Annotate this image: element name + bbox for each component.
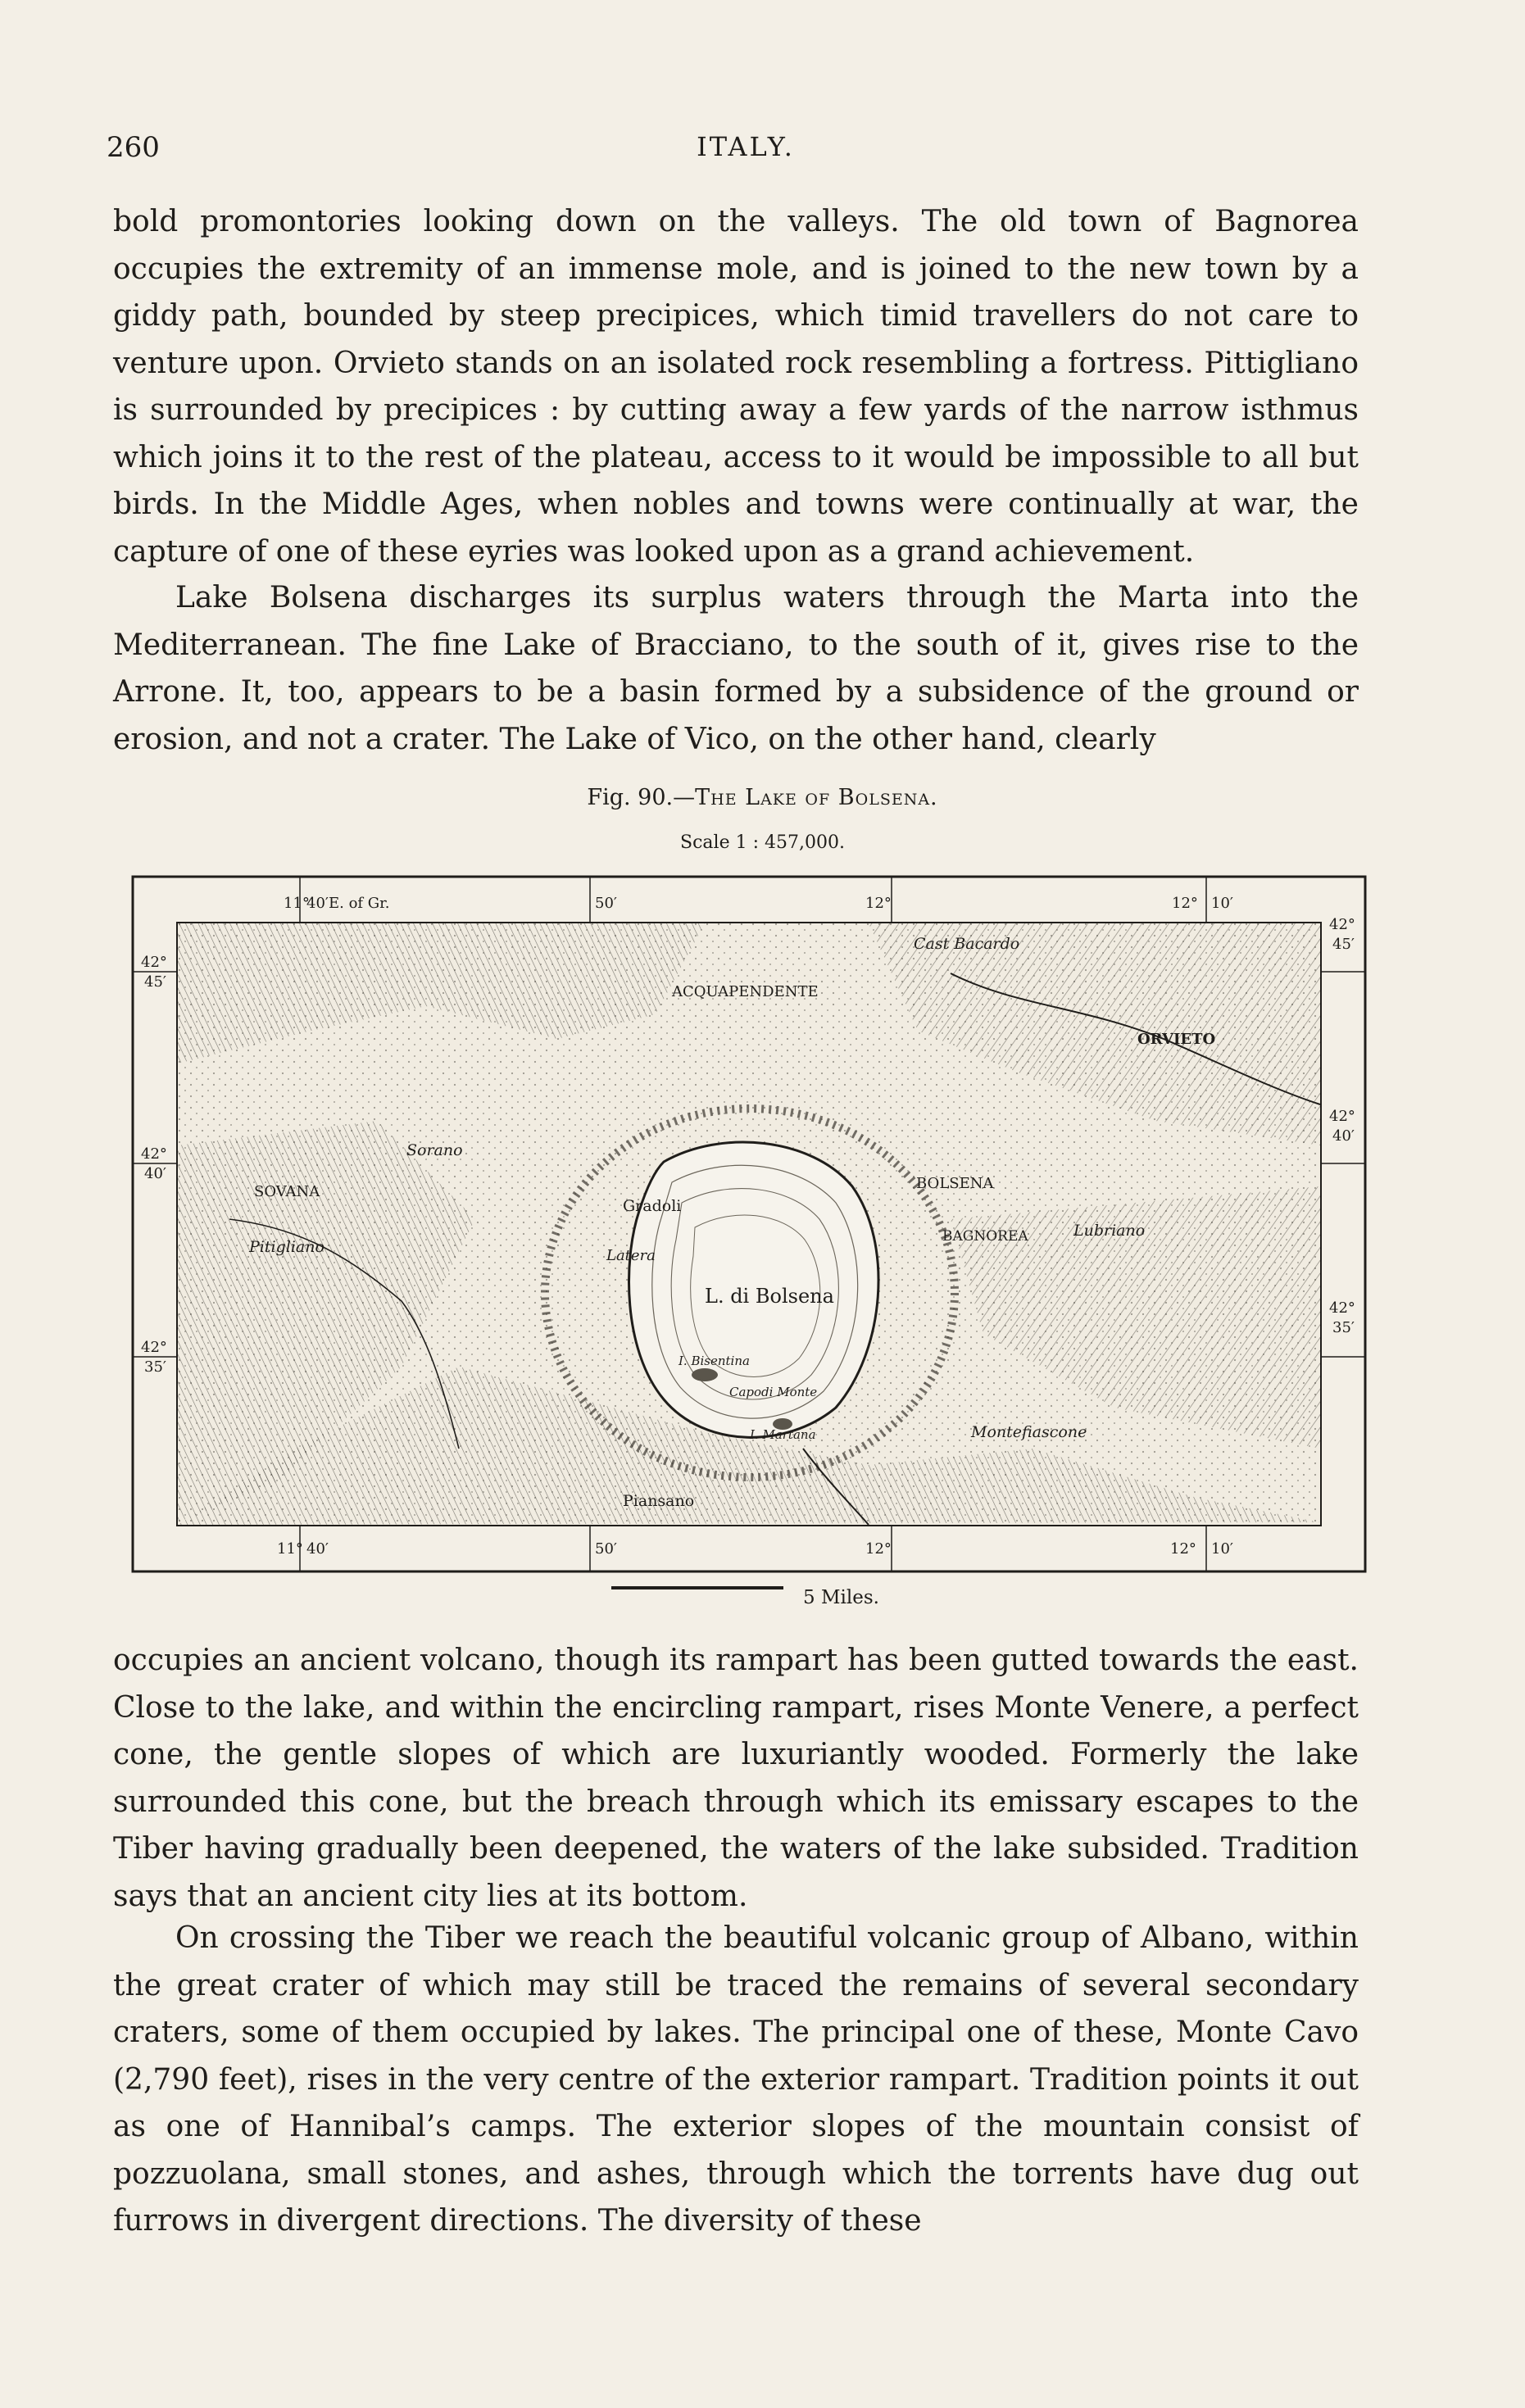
place-bagnorea: BAGNOREA (942, 1228, 1028, 1245)
place-latera: Latera (606, 1247, 656, 1264)
place-orvieto: ORVIETO (1137, 1031, 1216, 1048)
coord-bottom-2: 40′ (306, 1540, 329, 1558)
coord-right-3: 42° (1329, 1108, 1355, 1125)
coord-left-6: 35′ (144, 1358, 166, 1376)
place-montefiascone: Montefiascone (971, 1423, 1087, 1441)
place-casa-bacardo: Cast Bacardo (914, 935, 1020, 953)
place-bisentina: I. Bisentina (679, 1354, 750, 1368)
place-sovana: SOVANA (254, 1183, 320, 1200)
figure-title: The Lake of Bolsena. (695, 785, 938, 810)
map-figure (131, 875, 1367, 1573)
coord-left-5: 42° (141, 1339, 167, 1356)
running-head (107, 131, 1385, 180)
coord-left-3: 42° (141, 1145, 167, 1163)
figure-number: Fig. 90.— (587, 785, 696, 810)
coord-bottom-5: 12° (1170, 1540, 1196, 1558)
coord-top-2: 40′E. of Gr. (306, 895, 390, 912)
figure-caption (0, 785, 1525, 810)
coord-top-4: 12° (865, 895, 892, 912)
figure-scale: Scale 1 : 457,000. (680, 832, 845, 853)
coord-right-5: 42° (1329, 1299, 1355, 1317)
running-title: ITALY. (697, 131, 795, 162)
coord-right-4: 40′ (1332, 1127, 1355, 1145)
place-capodimonte: Capodi Monte (729, 1385, 818, 1399)
place-martana: I. Martana (750, 1427, 816, 1442)
paragraph-2: Lake Bolsena discharges its surplus waters through the Marta into the Mediterranean. The fine Lake of Bracciano, to the south of it, gives rise to the Arrone. It, too, appears to be a basin formed by a subsidence of the ground or erosion, and not a crater. The Lake of Vico, on the other hand, clearly (113, 581, 1359, 756)
place-acquapendente: ACQUAPENDENTE (672, 983, 819, 1000)
page-number: 260 (107, 131, 160, 164)
coord-right-2: 45′ (1332, 936, 1355, 953)
coord-left-2: 45′ (144, 973, 166, 991)
scale-bar-label: 5 Miles. (803, 1587, 879, 1608)
coord-bottom-6: 10′ (1211, 1540, 1233, 1558)
scale-bar (611, 1586, 783, 1589)
paragraph-4: On crossing the Tiber we reach the beautiful volcanic group of Albano, within the great crater of which may still be traced the remains of several secondary craters, some of them occupied by lakes. The principal one of these, Monte Cavo (2,790 feet), rises in the very centre of the exterior rampart. Tradition points it out as one of Hannibal’s camps. The exterior slopes of the mountain consist of pozzuolana, small stones, and ashes, through which the torrents have dug out furrows in divergent directions. The diversity of these (113, 1921, 1359, 2238)
coord-right-1: 42° (1329, 916, 1355, 933)
coord-top-5: 12° (1172, 895, 1198, 912)
coord-bottom-4: 12° (865, 1540, 892, 1558)
coord-right-6: 35′ (1332, 1319, 1355, 1336)
place-pitigliano: Pitigliano (249, 1238, 325, 1256)
paragraph-1: bold promontories looking down on the valleys. The old town of Bagnorea occupies the extremity of an immense mole, and is joined to the new town by a giddy path, bounded by steep precipices, which timid travellers do not care to venture upon. Orvieto stands on an isolated rock resembling a fortress. Pittigliano is surrounded by precipices : by cutting away a few yards of the narrow isthmus which joins it to the rest of the plateau, access to it would be impossible to all but birds. In the Middle Ages, when nobles and towns were continually at war, the capture of one of these eyries was looked upon as a grand achievement. (113, 205, 1359, 569)
place-gradoli: Gradoli (623, 1197, 682, 1215)
place-piansano: Piansano (623, 1492, 695, 1510)
place-lubriano: Lubriano (1073, 1222, 1146, 1240)
isola-bisentina (692, 1368, 718, 1381)
coord-left-1: 42° (141, 954, 167, 971)
place-sorano: Sorano (406, 1141, 463, 1159)
coord-bottom-1: 11° (277, 1540, 303, 1558)
place-bolsena: BOLSENA (916, 1175, 994, 1192)
coord-top-1: 11° (284, 895, 310, 912)
map-svg (131, 875, 1367, 1573)
coord-top-6: 10′ (1211, 895, 1233, 912)
paragraph-3: occupies an ancient volcano, though its rampart has been gutted towards the east. Close to the lake, and within the encircling rampart, rises Monte Venere, a perfect cone, the gentle slopes of which are luxuriantly wooded. Formerly the lake surrounded this cone, but the breach through which its emissary escapes to the Tiber having gradually been deepened, the waters of the lake subsided. Tradition says that an ancient city lies at its bottom. (113, 1644, 1359, 1913)
coord-top-3: 50′ (595, 895, 617, 912)
coord-bottom-3: 50′ (595, 1540, 617, 1558)
coord-left-4: 40′ (144, 1165, 166, 1182)
place-lake: L. di Bolsena (705, 1285, 834, 1308)
